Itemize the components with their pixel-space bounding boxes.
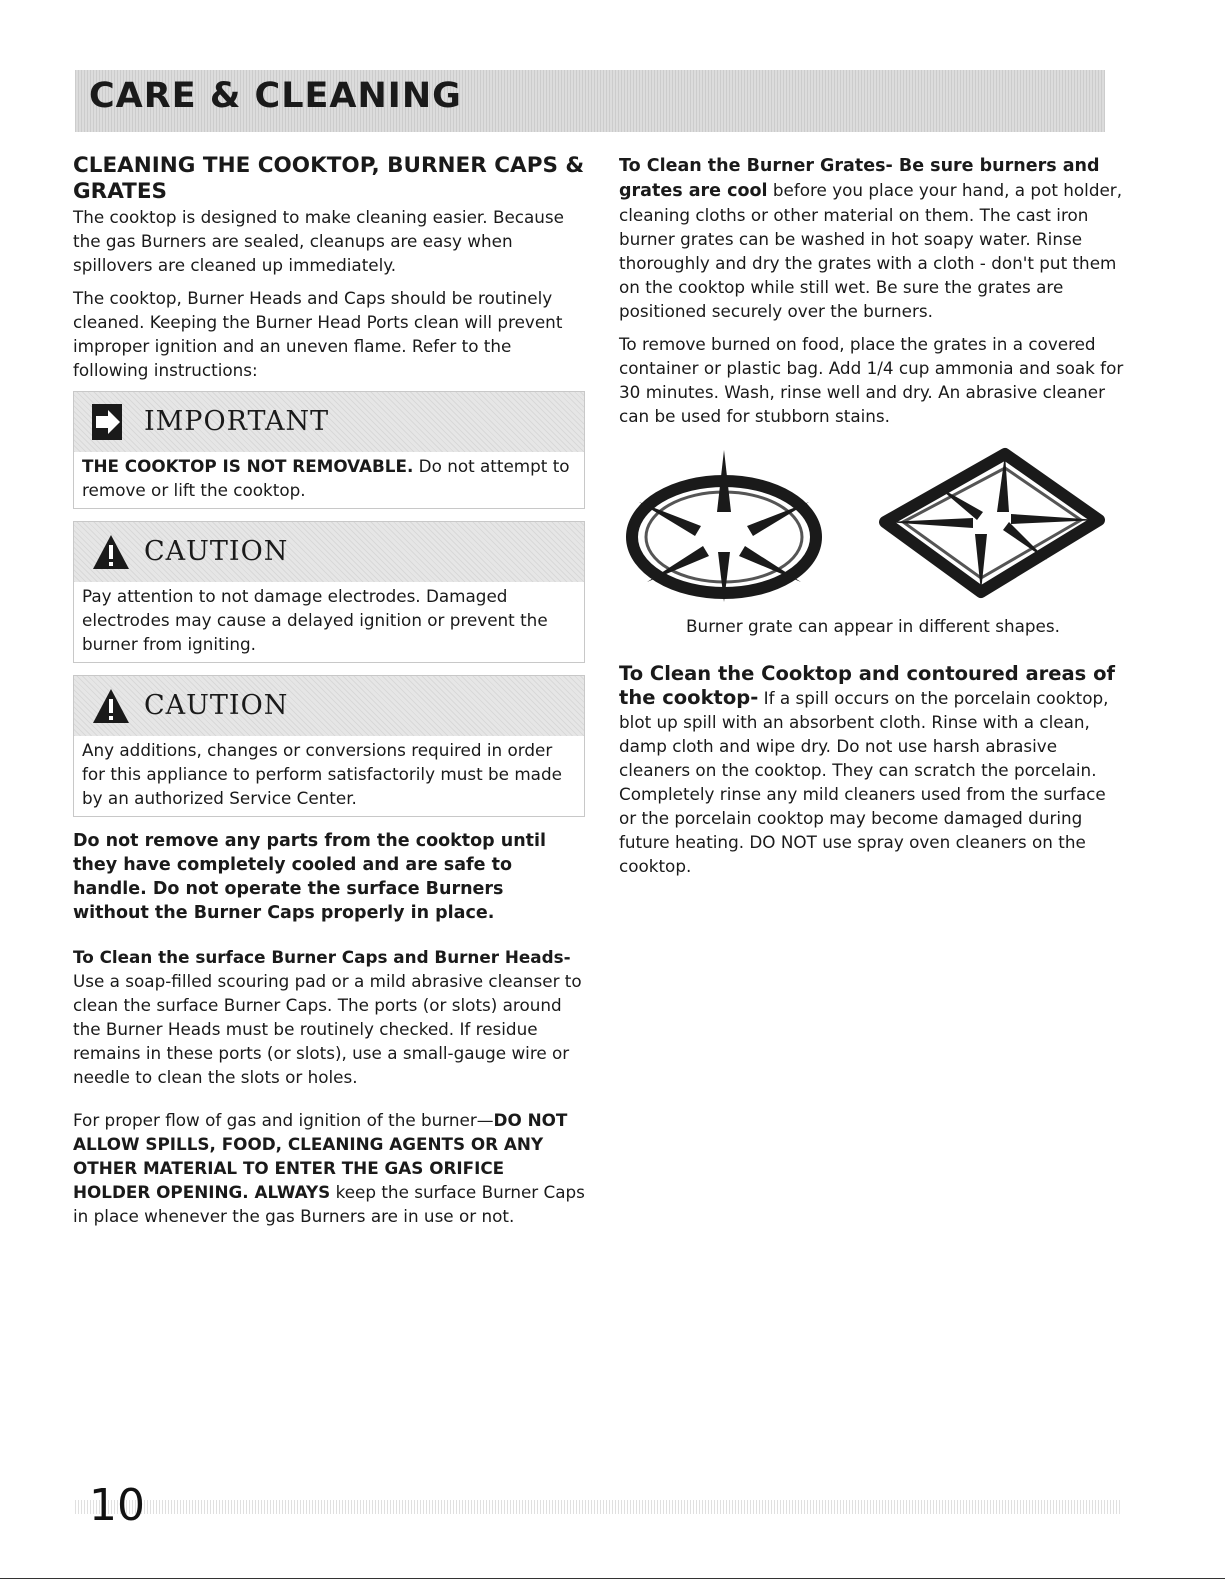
- section-header-bar: [75, 70, 1105, 132]
- right-column: [619, 153, 1127, 887]
- warning-bold-paragraph: Do not remove any parts from the cooktop until they have completely cooled and are safe to handle. Do not operate the surface Burners without the Burner Caps properly in place.: [73, 831, 547, 923]
- burner-caps-text: Use a soap-filled scouring pad or a mild abrasive cleanser to clean the surface Burner Caps. The ports (or slots) around the Burner Heads must be routinely checked. If residue remains in these ports (or slots), use a small-gauge wire or needle to clean the slots or holes.: [73, 971, 582, 1087]
- important-bold-text: THE COOKTOP IS NOT REMOVABLE.: [82, 456, 414, 476]
- caution-notice-electrodes: [73, 521, 585, 663]
- warning-triangle-icon: [92, 534, 130, 570]
- intro-paragraph-1: The cooktop is designed to make cleaning easier. Because the gas Burners are sealed, cleanups are easy when spillovers are cleaned up immediately.: [73, 207, 564, 275]
- round-burner-grate-image: [619, 442, 839, 607]
- cooktop-cleaning-heading: To Clean the Cooktop and contoured areas of the cooktop-: [619, 662, 1115, 709]
- burner-grates-paragraph: [619, 153, 1127, 323]
- burner-grates-text: before you place your hand, a pot holder, cleaning cloths or other material on them. The cast iron burner grates can be washed in hot soapy water. Rinse thoroughly and dry the grates with a cloth - don't put them on the cooktop while still wet. Be sure the grates are positioned securely over the burners.: [619, 180, 1123, 321]
- page-number: 10: [89, 1480, 145, 1531]
- caution-title: CAUTION: [144, 536, 289, 567]
- burner-caps-heading: To Clean the surface Burner Caps and Burner Heads-: [73, 947, 571, 967]
- important-title: IMPORTANT: [144, 406, 330, 437]
- intro-paragraph-2: The cooktop, Burner Heads and Caps should be routinely cleaned. Keeping the Burner Head Ports clean will prevent improper ignition and an uneven flame. Refer to the following instructions:: [73, 288, 563, 380]
- cooktop-cleaning-paragraph: [619, 662, 1127, 878]
- burner-caps-paragraph: [73, 945, 585, 1089]
- burner-grates-heading: To Clean the Burner Grates- Be sure burners and grates are cool: [619, 156, 1100, 201]
- important-header: [74, 392, 584, 452]
- square-burner-grate-image: [877, 442, 1107, 607]
- gas-flow-text: keep the surface Burner Caps in place whenever the gas Burners are in use or not.: [73, 1182, 585, 1226]
- caution-notice-service: [73, 675, 585, 817]
- caution-body: Any additions, changes or conversions required in order for this appliance to perform satisfactorily must be made by an authorized Service Center.: [82, 740, 562, 808]
- caution-header: [74, 676, 584, 736]
- left-column: [73, 153, 585, 1237]
- page-footer: [75, 1480, 1120, 1531]
- section-title: CARE & CLEANING: [89, 76, 462, 116]
- gas-flow-intro: For proper flow of gas and ignition of the burner—: [73, 1110, 494, 1130]
- important-body: [74, 452, 584, 508]
- caution-header: [74, 522, 584, 582]
- bottom-rule: [0, 1578, 1225, 1579]
- cleaning-heading: CLEANING THE COOKTOP, BURNER CAPS & GRATES: [73, 153, 585, 204]
- burner-grate-illustrations: [619, 442, 1127, 612]
- caution-title: CAUTION: [144, 690, 289, 721]
- caution-body: Pay attention to not damage electrodes. Damaged electrodes may cause a delayed ignition or prevent the burner from igniting.: [82, 586, 548, 654]
- arrow-right-icon: [92, 404, 130, 440]
- cooktop-cleaning-text: If a spill occurs on the porcelain cooktop, blot up spill with an absorbent cloth. Rinse with a clean, damp cloth and wipe dry. Do not use harsh abrasive cleaners on the cooktop. They can scratch the porcelain. Completely rinse any mild cleaners used from the surface or the porcelain cooktop may become damaged during future heating. DO NOT use spray oven cleaners on the cooktop.: [619, 688, 1109, 876]
- important-text: Do not attempt to remove or lift the cooktop.: [82, 456, 570, 500]
- warning-triangle-icon: [92, 688, 130, 724]
- gas-flow-paragraph: [73, 1108, 585, 1228]
- grate-caption: Burner grate can appear in different shapes.: [686, 616, 1060, 636]
- important-notice: [73, 391, 585, 509]
- gas-flow-warning: DO NOT ALLOW SPILLS, FOOD, CLEANING AGENTS OR ANY OTHER MATERIAL TO ENTER THE GAS ORIFICE HOLDER OPENING. ALWAYS: [73, 1110, 568, 1202]
- burned-food-paragraph: To remove burned on food, place the grates in a covered container or plastic bag. Add 1/4 cup ammonia and soak for 30 minutes. Wash, rinse well and dry. An abrasive cleaner can be used for stubborn stains.: [619, 334, 1124, 426]
